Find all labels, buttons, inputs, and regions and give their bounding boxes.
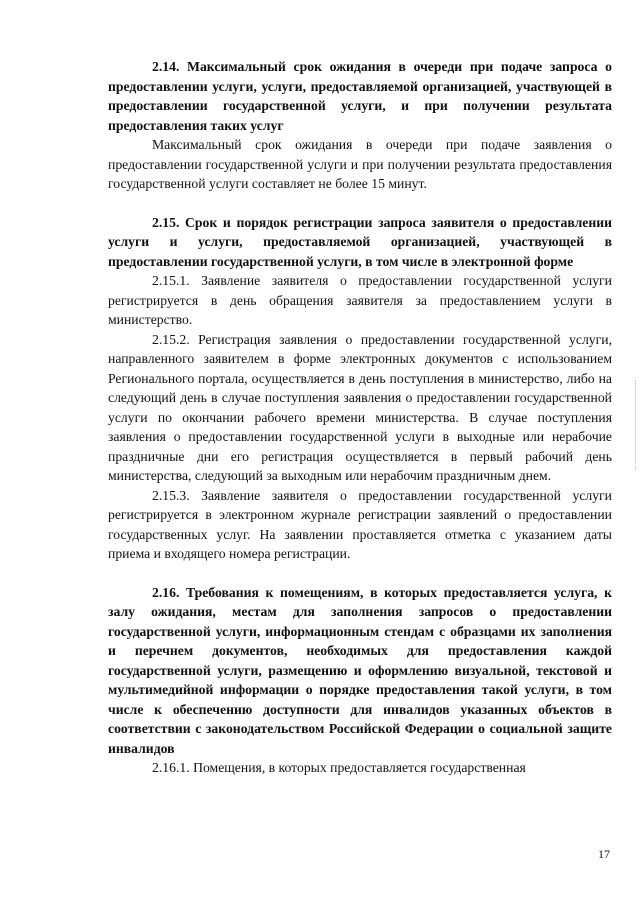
section-2-16 [108,583,612,778]
paragraph: 2.15.3. Заявление заявителя о предоставлении государственной услуги регистрируется в электронном журнале регистрации заявлений о предоставлении государственных услуг. На заявлении проставляется отметка с указанием даты приема и входящего номера регистрации. [108,487,612,561]
section-heading: 2.16. Требования к помещениям, в которых предоставляется услуга, к залу ожидания, местам для заполнения запросов о предоставлении государственной услуги, информационным стендам с образцами их заполнения и перечнем документов, необходимых для предоставления каждой государственной услуги, размещению и оформлению визуальной, текстовой и мультимедийной информации о порядке предоставления такой услуги, в том числе к обеспечению доступности для инвалидов указанных объектов в соответствии с законодательством Российской Федерации о социальной защите инвалидов [108,584,612,756]
paragraph: 2.15.2. Регистрация заявления о предоставлении государственной услуги, направленного заявителем в форме электронных документов с использованием Регионального портала, осуществляется в день поступления в министерство, либо на следующий день в случае поступления заявления о предоставлении государственной услуги по окончании рабочего времени министерства. В случае поступления заявления о предоставлении государственной услуги в выходные или нерабочие праздничные дни его регистрация осуществляется в первый рабочий день министерства, следующий за выходным или нерабочим праздничным днем. [108,331,612,483]
paragraph: 2.16.1. Помещения, в которых предоставляется государственная [152,760,526,775]
section-2-14 [108,57,612,194]
section-heading: 2.14. Максимальный срок ожидания в очереди при подаче запроса о предоставлении услуги, услуги, предоставляемой организацией, участвующей в предоставлении государственной услуги, и при получении результата предоставления таких услуг [108,59,612,133]
scan-margin-marks [634,380,636,470]
section-heading: 2.15. Срок и порядок регистрации запроса заявителя о предоставлении услуги и услуги, предоставляемой организацией, участвующей в предоставлении государственной услуги, в том числе в электронной форме [108,214,612,269]
page-number: 17 [598,847,610,861]
paragraph: 2.15.1. Заявление заявителя о предоставлении государственной услуги регистрируется в день обращения заявителя за предоставлением услуги в министерство. [108,273,612,327]
document-page [108,57,612,778]
paragraph: Максимальный срок ожидания в очереди при подаче заявления о предоставлении государственной услуги и при получении результата предоставления государственной услуги составляет не более 15 минут. [108,137,612,191]
section-2-15 [108,213,612,564]
